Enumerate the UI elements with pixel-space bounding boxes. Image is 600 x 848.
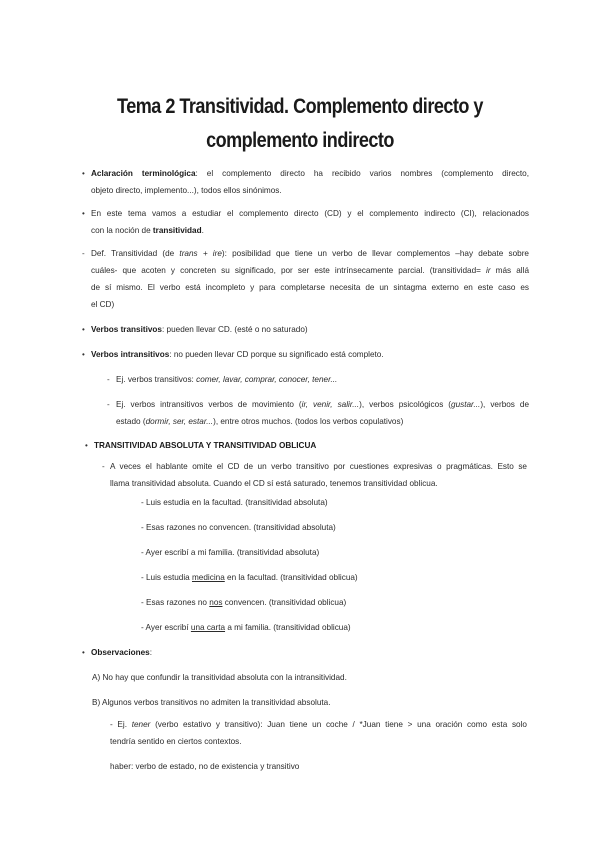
dash-bullet-icon: - [82,249,85,258]
observaciones-term: Observaciones [91,648,150,657]
cd-underlined: una carta [190,623,226,632]
verbos-transitivos-text: : pueden llevar CD. (esté o no saturado) [161,325,308,334]
dash-bullet-icon: - [102,462,105,471]
ejemplo-text: - Ej. [110,720,132,729]
tema-line-2 [91,222,204,239]
ejemplo-text: estado ( [116,417,146,426]
observaciones-heading [91,644,152,661]
ejemplo-text: - Ayer escribí [141,623,191,632]
verbos-intransitivos-term: Verbos intransitivos [91,350,170,359]
aclaracion-line-2: objeto directo, implemento...), todos ellos sinónimos. [91,186,282,195]
observaciones-colon: : [149,648,152,657]
aveces-line-2: llama transitividad absoluta. Cuando el CD sí está saturado, tenemos transitividad oblicua. [110,479,438,488]
def-text: Def. Transitividad (de [91,249,180,258]
bullet-icon: • [82,169,85,178]
verbos-transitivos-term: Verbos transitivos [91,325,162,334]
cd-underlined: medicina [191,573,225,582]
aveces-line-1: A veces el hablante omite el CD de un verbo transitivo por cuestiones expresivas o pragmáticas. Esto se [110,462,527,471]
ejemplo-text: (verbo estativo y transitivo): Juan tiene un coche / *Juan tiene > una oración como esta solo [150,720,527,729]
ejemplo-verbos: comer, lavar, comprar, conocer, tener... [196,375,338,384]
def-etymology: trans + ire [179,249,222,258]
verbos-transitivos [91,321,308,338]
def-ir: ir [486,266,491,275]
ejemplo-verbo-tener: tener [131,720,151,729]
page-title-line-2: complemento indirecto [206,129,394,152]
section-heading: TRANSITIVIDAD ABSOLUTA Y TRANSITIVIDAD OBLICUA [94,441,317,450]
aclaracion-line-1 [91,165,529,182]
ejemplo-text: - Esas razones no [141,598,210,607]
ejemplo-text: convencen. (transitividad oblicua) [222,598,347,607]
ejemplo-4 [141,569,358,586]
def-text: cuáles- que acoten y concreten su significado, por ser este intrínsecamente parcial. (transitividad= [91,266,487,275]
ejemplo-text: en la facultad. (transitividad oblicua) [224,573,358,582]
bullet-icon: • [82,350,85,359]
bullet-icon: • [85,441,88,450]
ejemplo-text: ), verbos psicológicos ( [359,400,452,409]
bullet-icon: • [82,209,85,218]
ejemplo-6 [141,619,351,636]
def-line-4: el CD) [91,300,115,309]
haber-note: haber: verbo de estado, no de existencia y transitivo [110,762,300,771]
def-line-2 [91,262,529,279]
def-line-1 [91,245,529,262]
ejemplo-text: a mi familia. (transitividad oblicua) [225,623,351,632]
tener-ejemplo-line-2: tendría sentido en ciertos contextos. [110,737,242,746]
bullet-icon: • [82,648,85,657]
dash-bullet-icon: - [107,375,110,384]
dash-bullet-icon: - [107,400,110,409]
ejemplo-verbos: dormir, ser, estar... [145,417,214,426]
bullet-icon: • [82,325,85,334]
ejemplo-intransitivos-line-1 [116,396,529,413]
def-line-3: de sí mismo. El verbo está incompleto y para completarse necesita de un sintagma externo en este caso es [91,283,529,292]
tener-ejemplo-line-1 [110,716,527,733]
observacion-b: B) Algunos verbos transitivos no admiten la transitividad absoluta. [92,698,331,707]
tema-line-1: En este tema vamos a estudiar el complemento directo (CD) y el complemento indirecto (CI), relacionados [91,209,529,218]
ejemplo-text: ), verbos de [480,400,529,409]
ejemplo-text: Ej. verbos intransitivos verbos de movimiento ( [116,400,302,409]
tema-text: con la noción de [91,226,153,235]
aclaracion-term: Aclaración terminológica [91,169,196,178]
ejemplo-verbos: ir, venir, salir... [301,400,360,409]
def-text: más allá [490,266,529,275]
observacion-a: A) No hay que confundir la transitividad absoluta con la intransitividad. [92,673,347,682]
def-text: ): posibilidad que tiene un verbo de llevar complementos –hay debate sobre [221,249,529,258]
ejemplo-transitivos [116,371,337,388]
ejemplo-3: - Ayer escribí a mi familia. (transitividad absoluta) [141,548,320,557]
ejemplo-text: Ej. verbos transitivos: [116,375,197,384]
verbos-intransitivos [91,346,384,363]
ejemplo-text: - Luis estudia [141,573,192,582]
ejemplo-5 [141,594,346,611]
cd-underlined: nos [209,598,223,607]
tema-period: . [201,226,204,235]
aclaracion-text: : el complemento directo ha recibido varios nombres (complemento directo, [195,169,530,178]
verbos-intransitivos-text: : no pueden llevar CD porque su significado está completo. [169,350,384,359]
ejemplo-text: ), entre otros muchos. (todos los verbos copulativos) [213,417,404,426]
ejemplo-verbos: gustar... [451,400,481,409]
ejemplo-2: - Esas razones no convencen. (transitividad absoluta) [141,523,336,532]
ejemplo-intransitivos-line-2 [116,413,403,430]
page-title-line-1: Tema 2 Transitividad. Complemento directo y [117,95,483,118]
ejemplo-1: - Luis estudia en la facultad. (transitividad absoluta) [141,498,328,507]
transitividad-term: transitividad [152,226,202,235]
